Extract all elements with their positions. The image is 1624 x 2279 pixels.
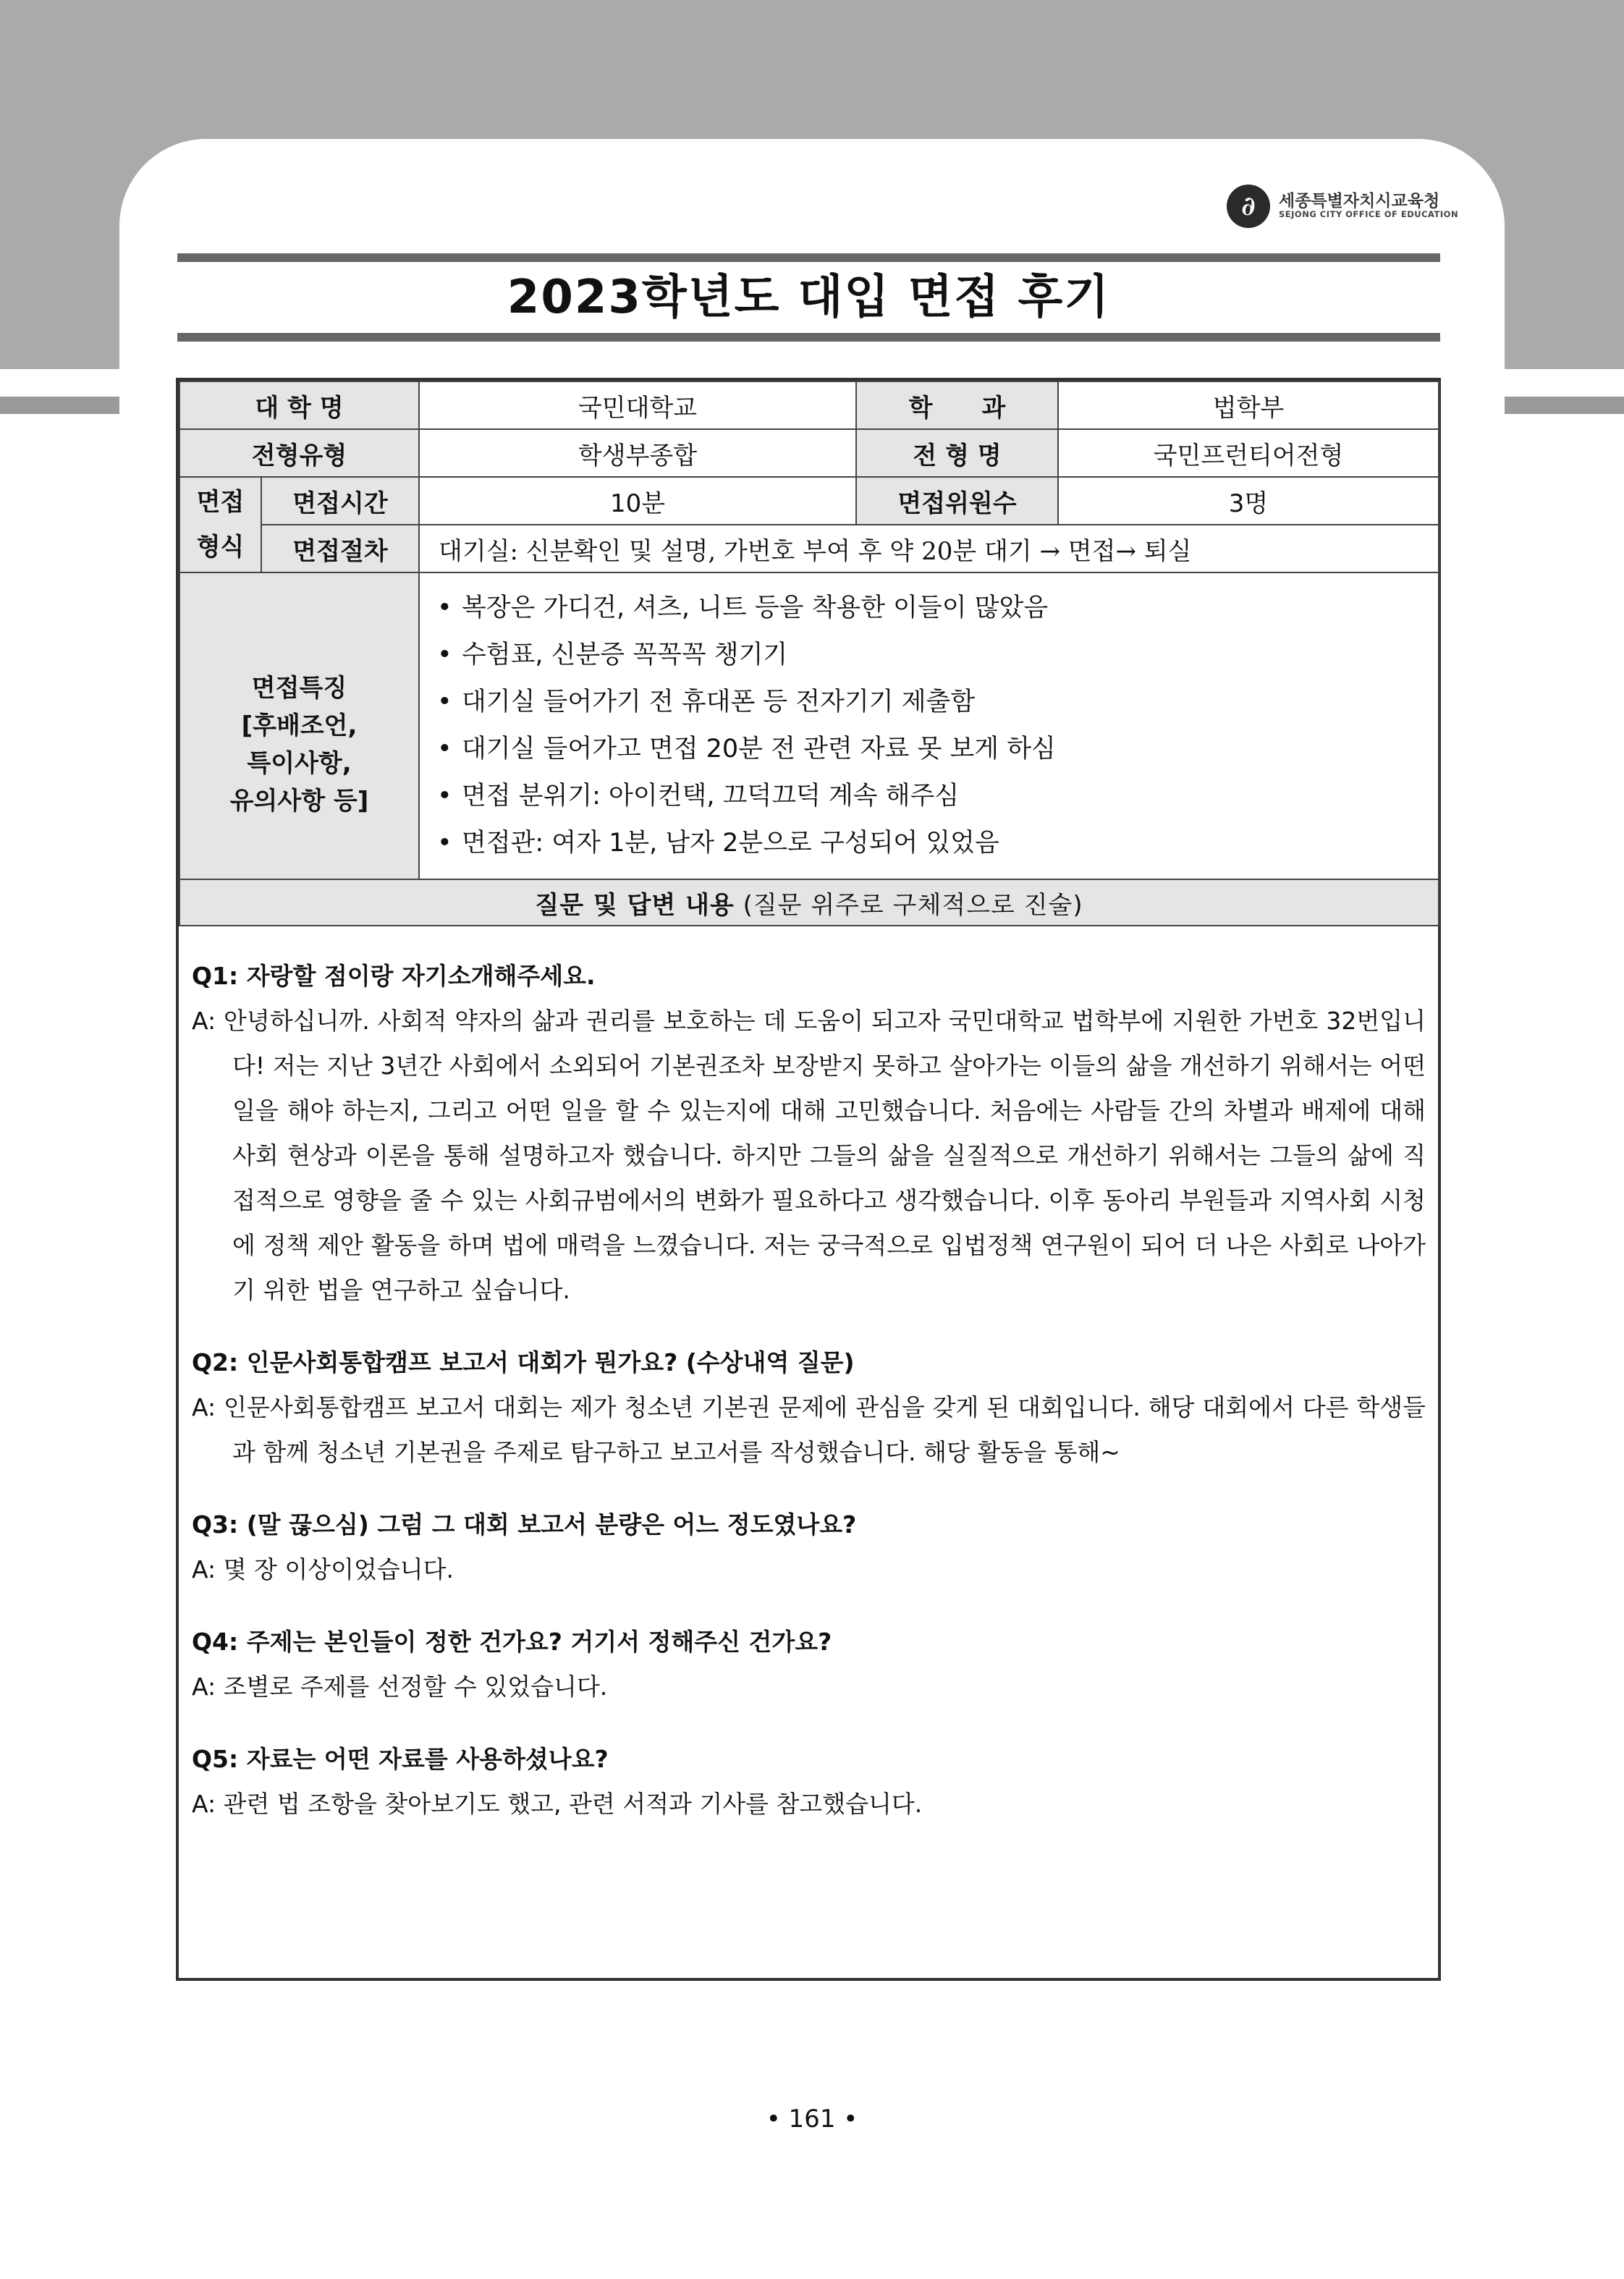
qa-header-title: 질문 및 답변 내용 (535, 890, 735, 920)
department-value: 법학부 (1058, 381, 1439, 429)
spacer (192, 1475, 1426, 1502)
duration-value: 10분 (419, 477, 856, 525)
answer-2: A: 인문사회통합캠프 보고서 대회는 제가 청소년 기본권 문제에 관심을 갖게 된 대회입니다. 해당 대회에서 다른 학생들과 함께 청소년 기본권을 주제로 탐구하고 보고서를 작성했습니다. 해당 활동을 통해~ (192, 1393, 1426, 1466)
list-item: • 복장은 가디건, 셔츠, 니트 등을 착용한 이들이 많았음 (437, 585, 1438, 632)
procedure-label: 면접절차 (261, 525, 419, 572)
question-2: Q2: 인문사회통합캠프 보고서 대회가 뭔가요? (수상내역 질문) (192, 1348, 855, 1377)
question-3: Q3: (말 끊으심) 그럼 그 대회 보고서 분량은 어느 정도였나요? (192, 1510, 857, 1539)
left-margin-bar (0, 397, 119, 414)
org-name-kr: 세종특별자치시교육청 (1279, 192, 1440, 211)
answer-3: A: 몇 장 이상이었습니다. (192, 1555, 454, 1584)
table-row (179, 525, 1439, 572)
features-label (179, 572, 419, 879)
answer-1: A: 안녕하십니까. 사회적 약자의 삶과 권리를 보호하는 데 도움이 되고자 국민대학교 법학부에 지원한 가번호 32번입니다! 저는 지난 3년간 사회에서 소외되어 기본권조차 보장받지 못하고 살아가는 이들의 삶을 개선하기 위해서는 어떤 일을 해야 하는지, 그리고 어떤 일을 할 수 있는지에 대해 고민했습니다. 처음에는 사람들 간의 차별과 배제에 대해 사회 현상과 이론을 통해 설명하고자 했습니다. 하지만 그들의 삶을 실질적으로 개선하기 위해서는 그들의 삶에 직접적으로 영향을 줄 수 있는 사회규범에서의 변화가 필요하다고 생각했습니다. 이후 동아리 부원들과 지역사회 시청에 정책 제안 활동을 하며 법에 매력을 느꼈습니다. 저는 궁극적으로 입법정책 연구원이 되어 더 나은 사회로 나아가기 위한 법을 연구하고 싶습니다. (192, 1007, 1426, 1304)
features-label-text: 면접특징 [후배조언, 특이사항, 유의사항 등] (229, 674, 369, 816)
interviewers-label: 면접위원수 (856, 477, 1058, 525)
page-title: 2023학년도 대입 면접 후기 (507, 271, 1111, 324)
table-row (179, 429, 1439, 477)
title-rule-top (177, 253, 1440, 262)
qa-section (192, 954, 1426, 1827)
question-4: Q4: 주제는 본인들이 정한 건가요? 거기서 정해주신 건가요? (192, 1628, 832, 1656)
spacer (192, 1313, 1426, 1340)
university-value: 국민대학교 (419, 381, 856, 429)
answer-5: A: 관련 법 조항을 찾아보기도 했고, 관련 서적과 기사를 참고했습니다. (192, 1790, 923, 1818)
procedure-value: 대기실: 신분확인 및 설명, 가번호 부여 후 약 20분 대기 → 면접→ 퇴실 (419, 525, 1439, 572)
qa-header-note: (질문 위주로 구체적으로 진술) (734, 890, 1083, 920)
spacer (192, 1709, 1426, 1737)
table-row (179, 381, 1439, 429)
page-number: • 161 • (766, 2105, 858, 2134)
features-cell (419, 572, 1439, 879)
info-table (179, 381, 1439, 926)
sejong-logo-icon: ∂ (1227, 185, 1270, 228)
format-label: 면접 형식 (179, 477, 261, 572)
list-item: • 면접 분위기: 아이컨택, 끄덕끄덕 계속 해주심 (437, 773, 1438, 820)
list-item: • 수험표, 신분증 꼭꼭꼭 챙기기 (437, 632, 1438, 679)
table-row (179, 572, 1439, 879)
admission-type-label: 전형유형 (179, 429, 419, 477)
question-1: Q1: 자랑할 점이랑 자기소개해주세요. (192, 962, 596, 990)
question-5: Q5: 자료는 어떤 자료를 사용하셨나요? (192, 1745, 609, 1773)
list-item: • 대기실 들어가기 전 휴대폰 등 전자기기 제출함 (437, 679, 1438, 726)
list-item: • 면접관: 여자 1분, 남자 2분으로 구성되어 있었음 (437, 820, 1438, 867)
org-name-en: SEJONG CITY OFFICE OF EDUCATION (1279, 209, 1459, 219)
qa-section-header (179, 879, 1439, 926)
table-row (179, 879, 1439, 926)
spacer (192, 1592, 1426, 1620)
university-label: 대 학 명 (179, 381, 419, 429)
list-item: • 대기실 들어가고 면접 20분 전 관련 자료 못 보게 하심 (437, 726, 1438, 773)
interviewers-value: 3명 (1058, 477, 1439, 525)
features-list (420, 585, 1438, 867)
right-margin-bar (1505, 397, 1624, 414)
table-row (179, 477, 1439, 525)
org-logo (1227, 185, 1459, 228)
admission-name-value: 국민프런티어전형 (1058, 429, 1439, 477)
answer-4: A: 조별로 주제를 선정할 수 있었습니다. (192, 1673, 608, 1701)
duration-label: 면접시간 (261, 477, 419, 525)
admission-name-label: 전 형 명 (856, 429, 1058, 477)
department-label: 학 과 (856, 381, 1058, 429)
title-rule-bottom (177, 333, 1440, 342)
admission-type-value: 학생부종합 (419, 429, 856, 477)
